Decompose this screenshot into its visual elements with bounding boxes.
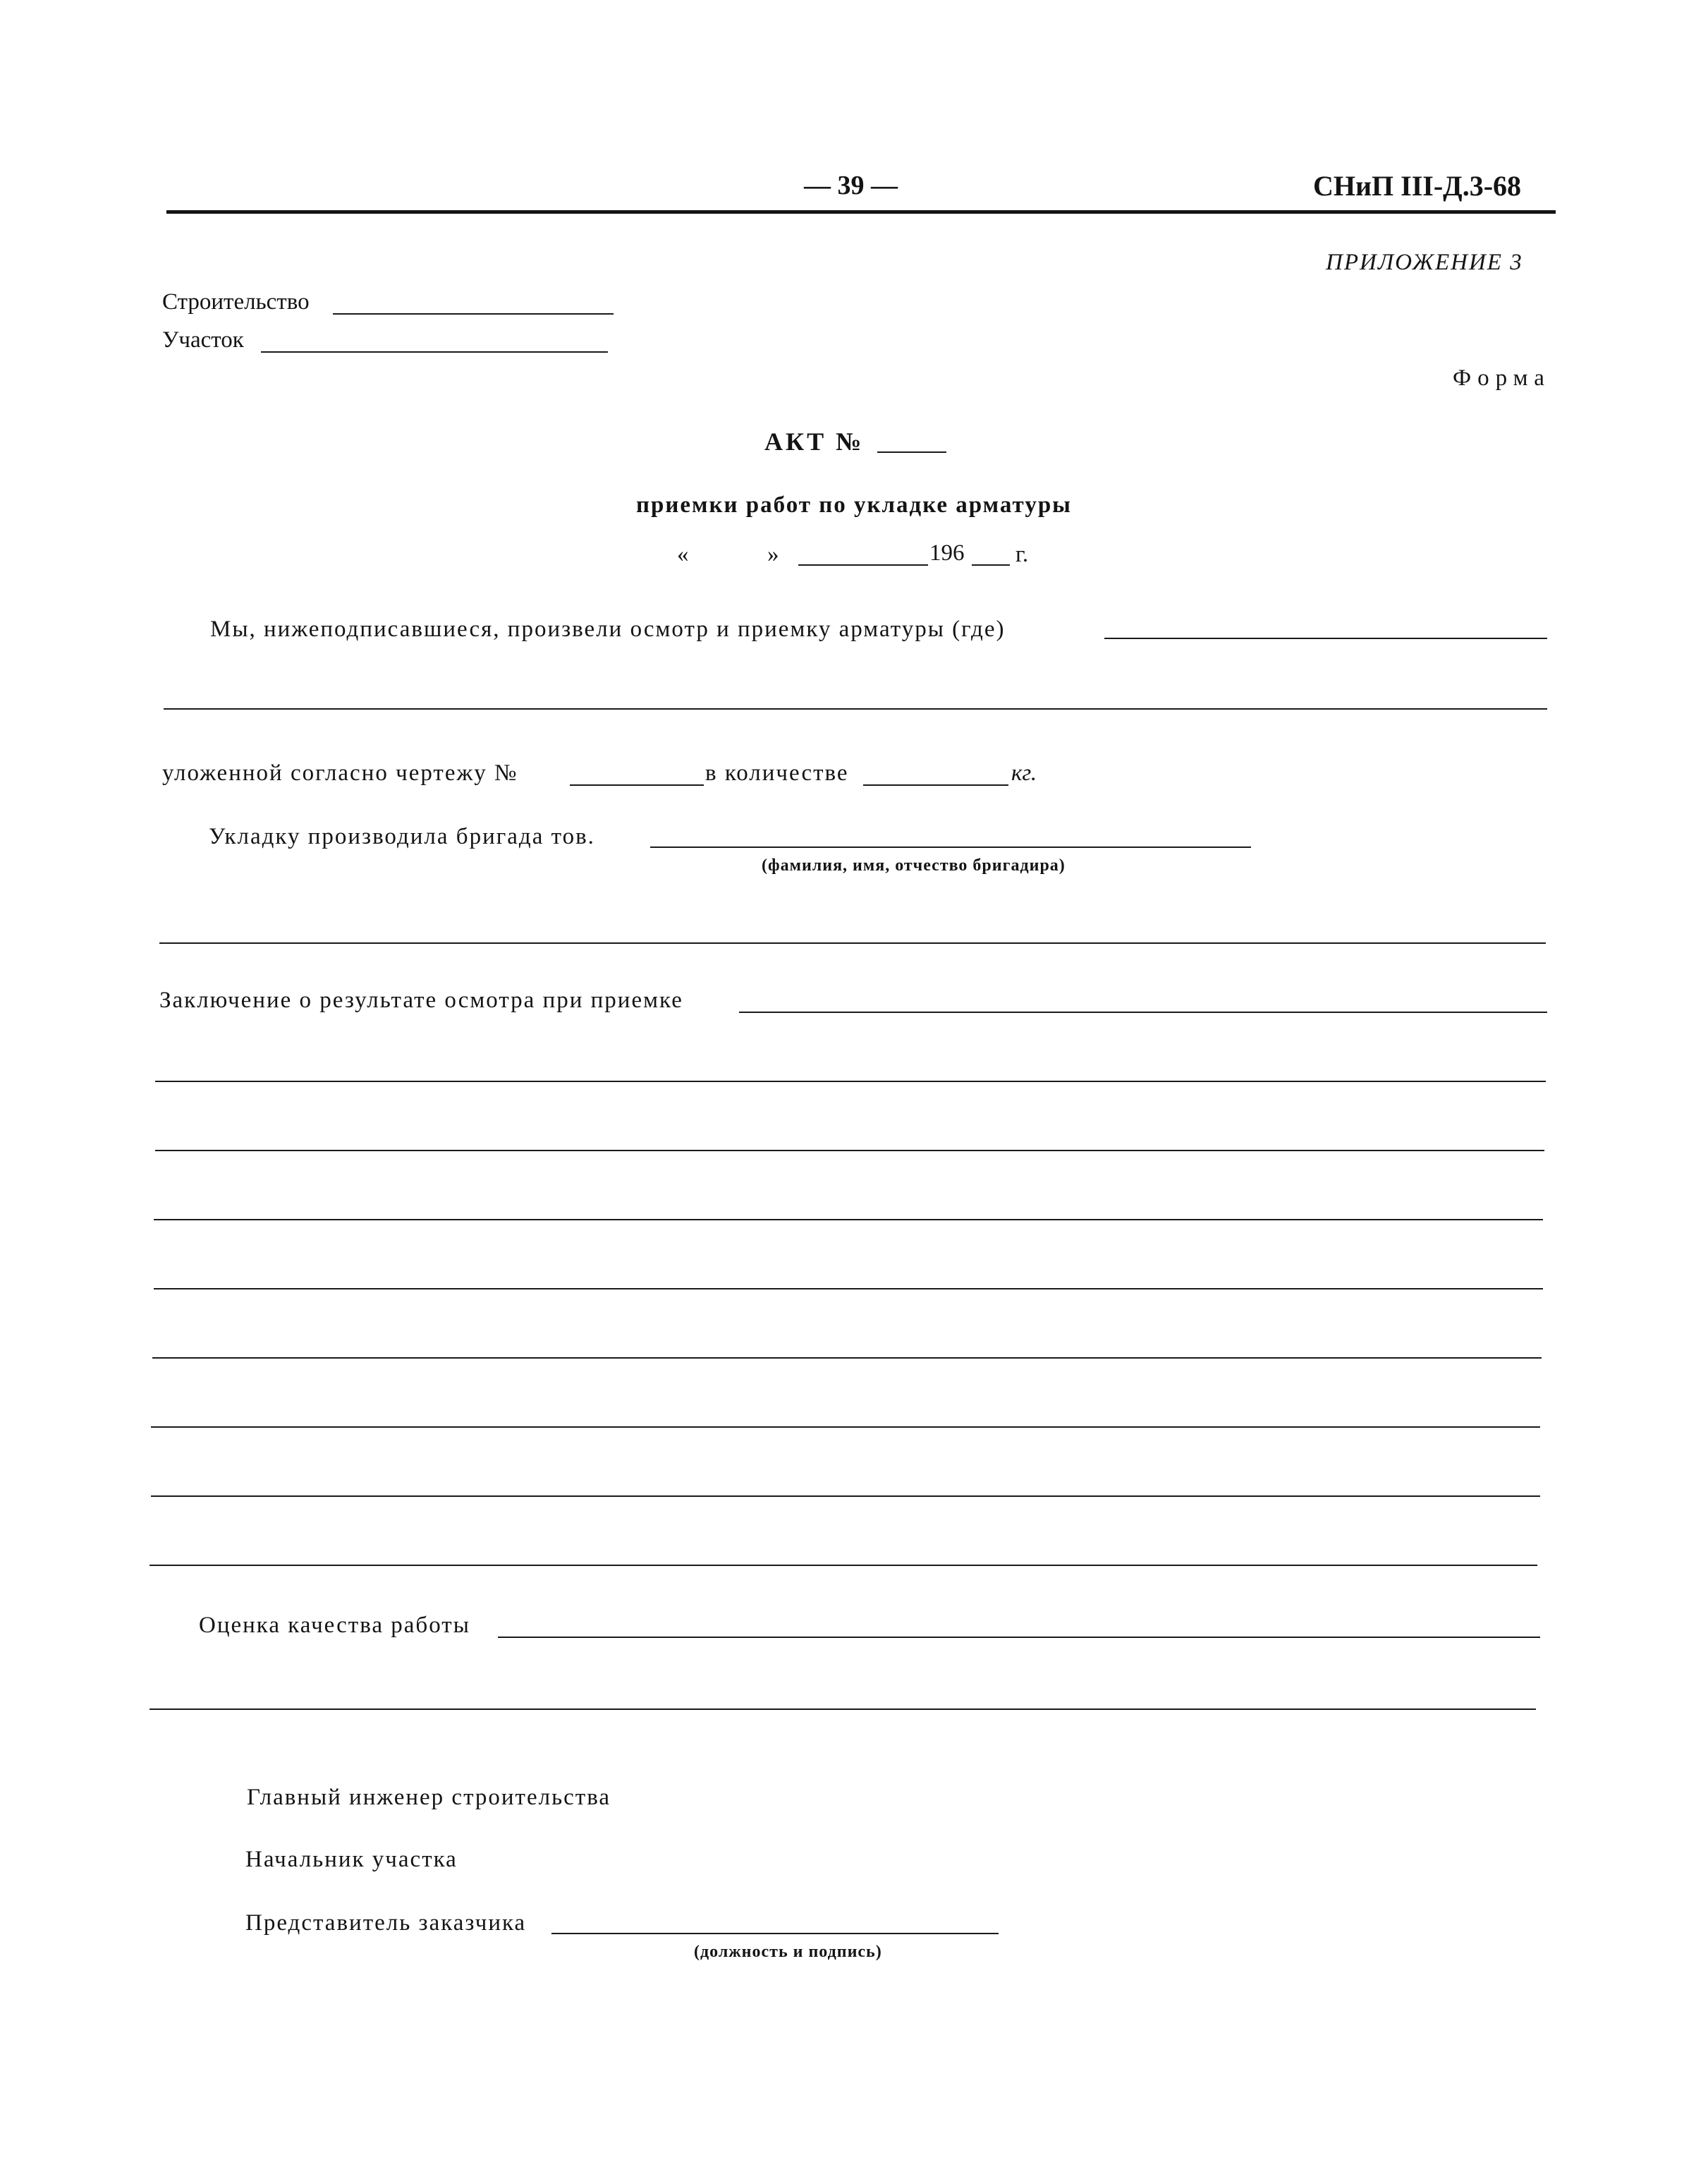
act-subtitle: приемки работ по укладке арматуры	[636, 492, 1072, 518]
quantity-field[interactable]	[863, 784, 1008, 786]
date-year: 196	[929, 540, 965, 566]
quality-line-2[interactable]	[150, 1708, 1536, 1710]
header-rule	[166, 210, 1556, 214]
section-label: Участок	[162, 327, 244, 353]
conclusion-line-6[interactable]	[151, 1426, 1540, 1428]
appendix-label: ПРИЛОЖЕНИЕ 3	[1326, 250, 1523, 275]
date-year-suffix: г.	[1015, 542, 1029, 567]
conclusion-line-5[interactable]	[152, 1357, 1542, 1359]
brigade-field-2[interactable]	[159, 942, 1546, 944]
drawing-label: уложенной согласно чертежу №	[162, 760, 518, 786]
date-year-field[interactable]	[972, 564, 1010, 566]
inspection-location-field[interactable]	[1104, 638, 1547, 639]
page-number: — 39 —	[804, 171, 898, 200]
conclusion-field[interactable]	[739, 1012, 1547, 1013]
drawing-number-field[interactable]	[570, 784, 704, 786]
brigade-note: (фамилия, имя, отчество бригадира)	[762, 856, 1066, 875]
document-code: СНиП III-Д.3-68	[1313, 170, 1522, 202]
conclusion-label: Заключение о результате осмотра при приемке	[159, 988, 683, 1013]
inspection-location-field-2[interactable]	[164, 708, 1547, 710]
section-head-label: Начальник участка	[245, 1847, 458, 1872]
conclusion-line-1[interactable]	[155, 1081, 1546, 1082]
quantity-unit: кг.	[1011, 760, 1037, 786]
brigade-leader-field[interactable]	[650, 846, 1251, 848]
construction-label: Строительство	[162, 289, 310, 315]
customer-rep-note: (должность и подпись)	[694, 1943, 882, 1961]
date-month-field[interactable]	[798, 564, 928, 566]
customer-rep-field[interactable]	[551, 1933, 999, 1934]
conclusion-line-7[interactable]	[151, 1495, 1540, 1497]
conclusion-line-3[interactable]	[154, 1219, 1543, 1220]
act-number-field[interactable]	[877, 451, 946, 453]
quality-field[interactable]	[498, 1637, 1540, 1638]
inspection-text: Мы, нижеподписавшиеся, произвели осмотр и приемку арматуры (где)	[210, 617, 1006, 642]
date-open-quote: «	[677, 542, 689, 567]
quantity-label: в количестве	[705, 760, 849, 786]
conclusion-line-2[interactable]	[155, 1150, 1544, 1151]
customer-rep-label: Представитель заказчика	[245, 1910, 527, 1936]
conclusion-line-4[interactable]	[154, 1288, 1543, 1289]
brigade-label: Укладку производила бригада тов.	[209, 824, 595, 849]
section-field[interactable]	[261, 351, 608, 353]
quality-label: Оценка качества работы	[199, 1613, 470, 1638]
form-label: Форма	[1453, 365, 1551, 391]
date-close-quote: »	[767, 542, 779, 567]
act-title: АКТ №	[764, 427, 865, 456]
conclusion-line-8[interactable]	[150, 1565, 1537, 1566]
chief-engineer-label: Главный инженер строительства	[247, 1785, 611, 1810]
construction-field[interactable]	[333, 313, 614, 315]
